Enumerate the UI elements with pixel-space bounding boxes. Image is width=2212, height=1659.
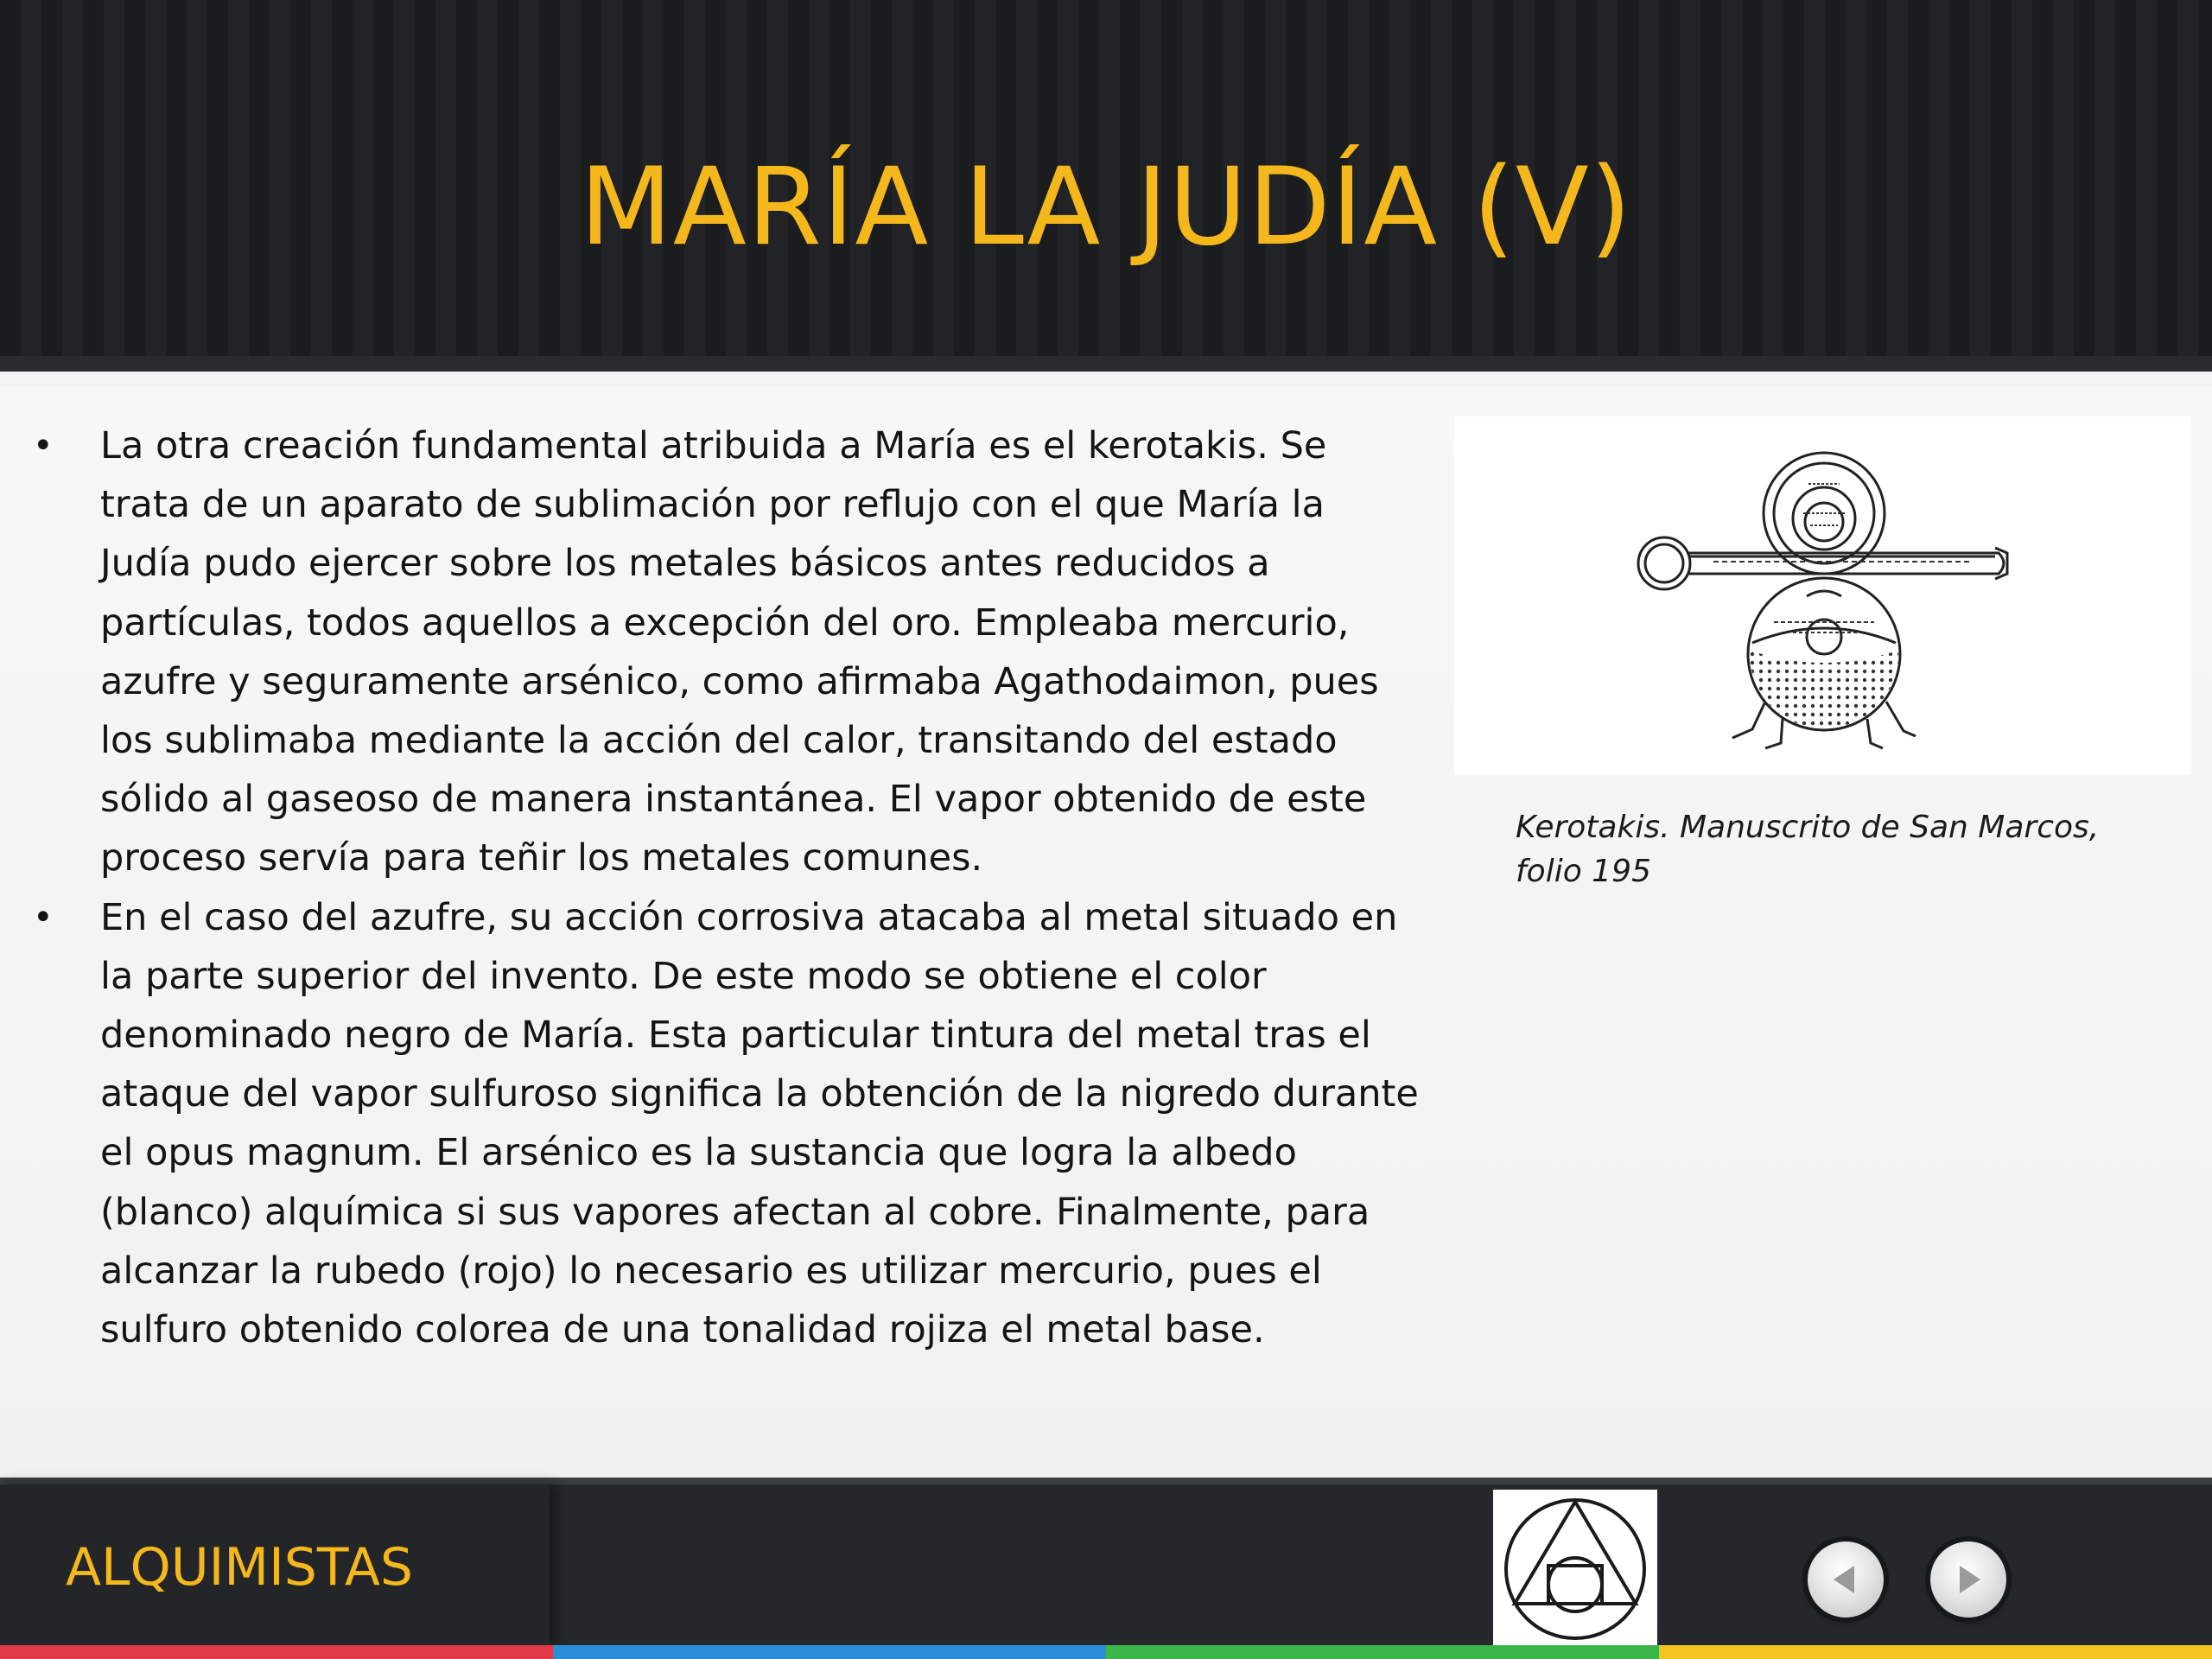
- caption-line-1: Kerotakis. Manuscrito de San Marcos,: [1516, 810, 2100, 845]
- figure-caption: [1516, 805, 2172, 893]
- bullet-list: [26, 416, 1426, 1359]
- triangle-right-icon: [1930, 1541, 2006, 1618]
- kerotakis-drawing: [1454, 416, 2191, 775]
- slide-title: MARÍA LA JUDÍA (V): [579, 145, 1633, 270]
- bullet-text: La otra creación fundamental atribuida a María es el kerotakis. Se trata de un aparato de sublimación por reflujo con el que María la Judía pudo ejercer sobre los metales básicos antes reducidos a partículas, todos aquellos a excepción del oro. Empleaba mercurio, azufre y seguramente arsénico, como afirmaba Agathodaimon, pues los sublimaba mediante la acción del calor, transitando del estado sólido al gaseoso de manera instantánea. El vapor obtenido de este proceso servía para teñir los metales comunes.: [100, 424, 1379, 880]
- previous-slide-button[interactable]: [1808, 1541, 1884, 1618]
- bullet-dot: •: [33, 897, 54, 938]
- bullet-item: [26, 416, 1426, 888]
- alchemy-logo-drawing: [1493, 1490, 1657, 1645]
- bullet-item: [26, 888, 1426, 1360]
- stripe-blue: [553, 1645, 1106, 1659]
- next-slide-button[interactable]: [1930, 1541, 2006, 1618]
- bullet-dot: •: [33, 426, 54, 466]
- alchemy-squared-circle-icon: [1493, 1490, 1657, 1645]
- stripe-green: [1106, 1645, 1659, 1659]
- footer-label-panel: [0, 1484, 550, 1645]
- caption-line-2: folio 195: [1516, 854, 1651, 889]
- stripe-yellow: [1659, 1645, 2212, 1659]
- triangle-left-icon: [1808, 1541, 1884, 1618]
- stripe-red: [0, 1645, 553, 1659]
- kerotakis-illustration: [1454, 416, 2191, 775]
- color-stripe-bar: [0, 1645, 2212, 1659]
- slide-header: [0, 0, 2212, 372]
- footer-label: ALQUIMISTAS: [66, 1537, 413, 1598]
- bullet-text: En el caso del azufre, su acción corrosiva atacaba al metal situado en la parte superior del invento. De este modo se obtiene el color denominado negro de María. Esta particular tintura del metal tras el ataque del vapor sulfuroso significa la obtención de la nigredo durante el opus magnum. El arsénico es la sustancia que logra la albedo (blanco) alquímica si sus vapores afectan al cobre. Finalmente, para alcanzar la rubedo (rojo) lo necesario es utilizar mercurio, pues el sulfuro obtenido colorea de una tonalidad rojiza el metal base.: [100, 895, 1419, 1352]
